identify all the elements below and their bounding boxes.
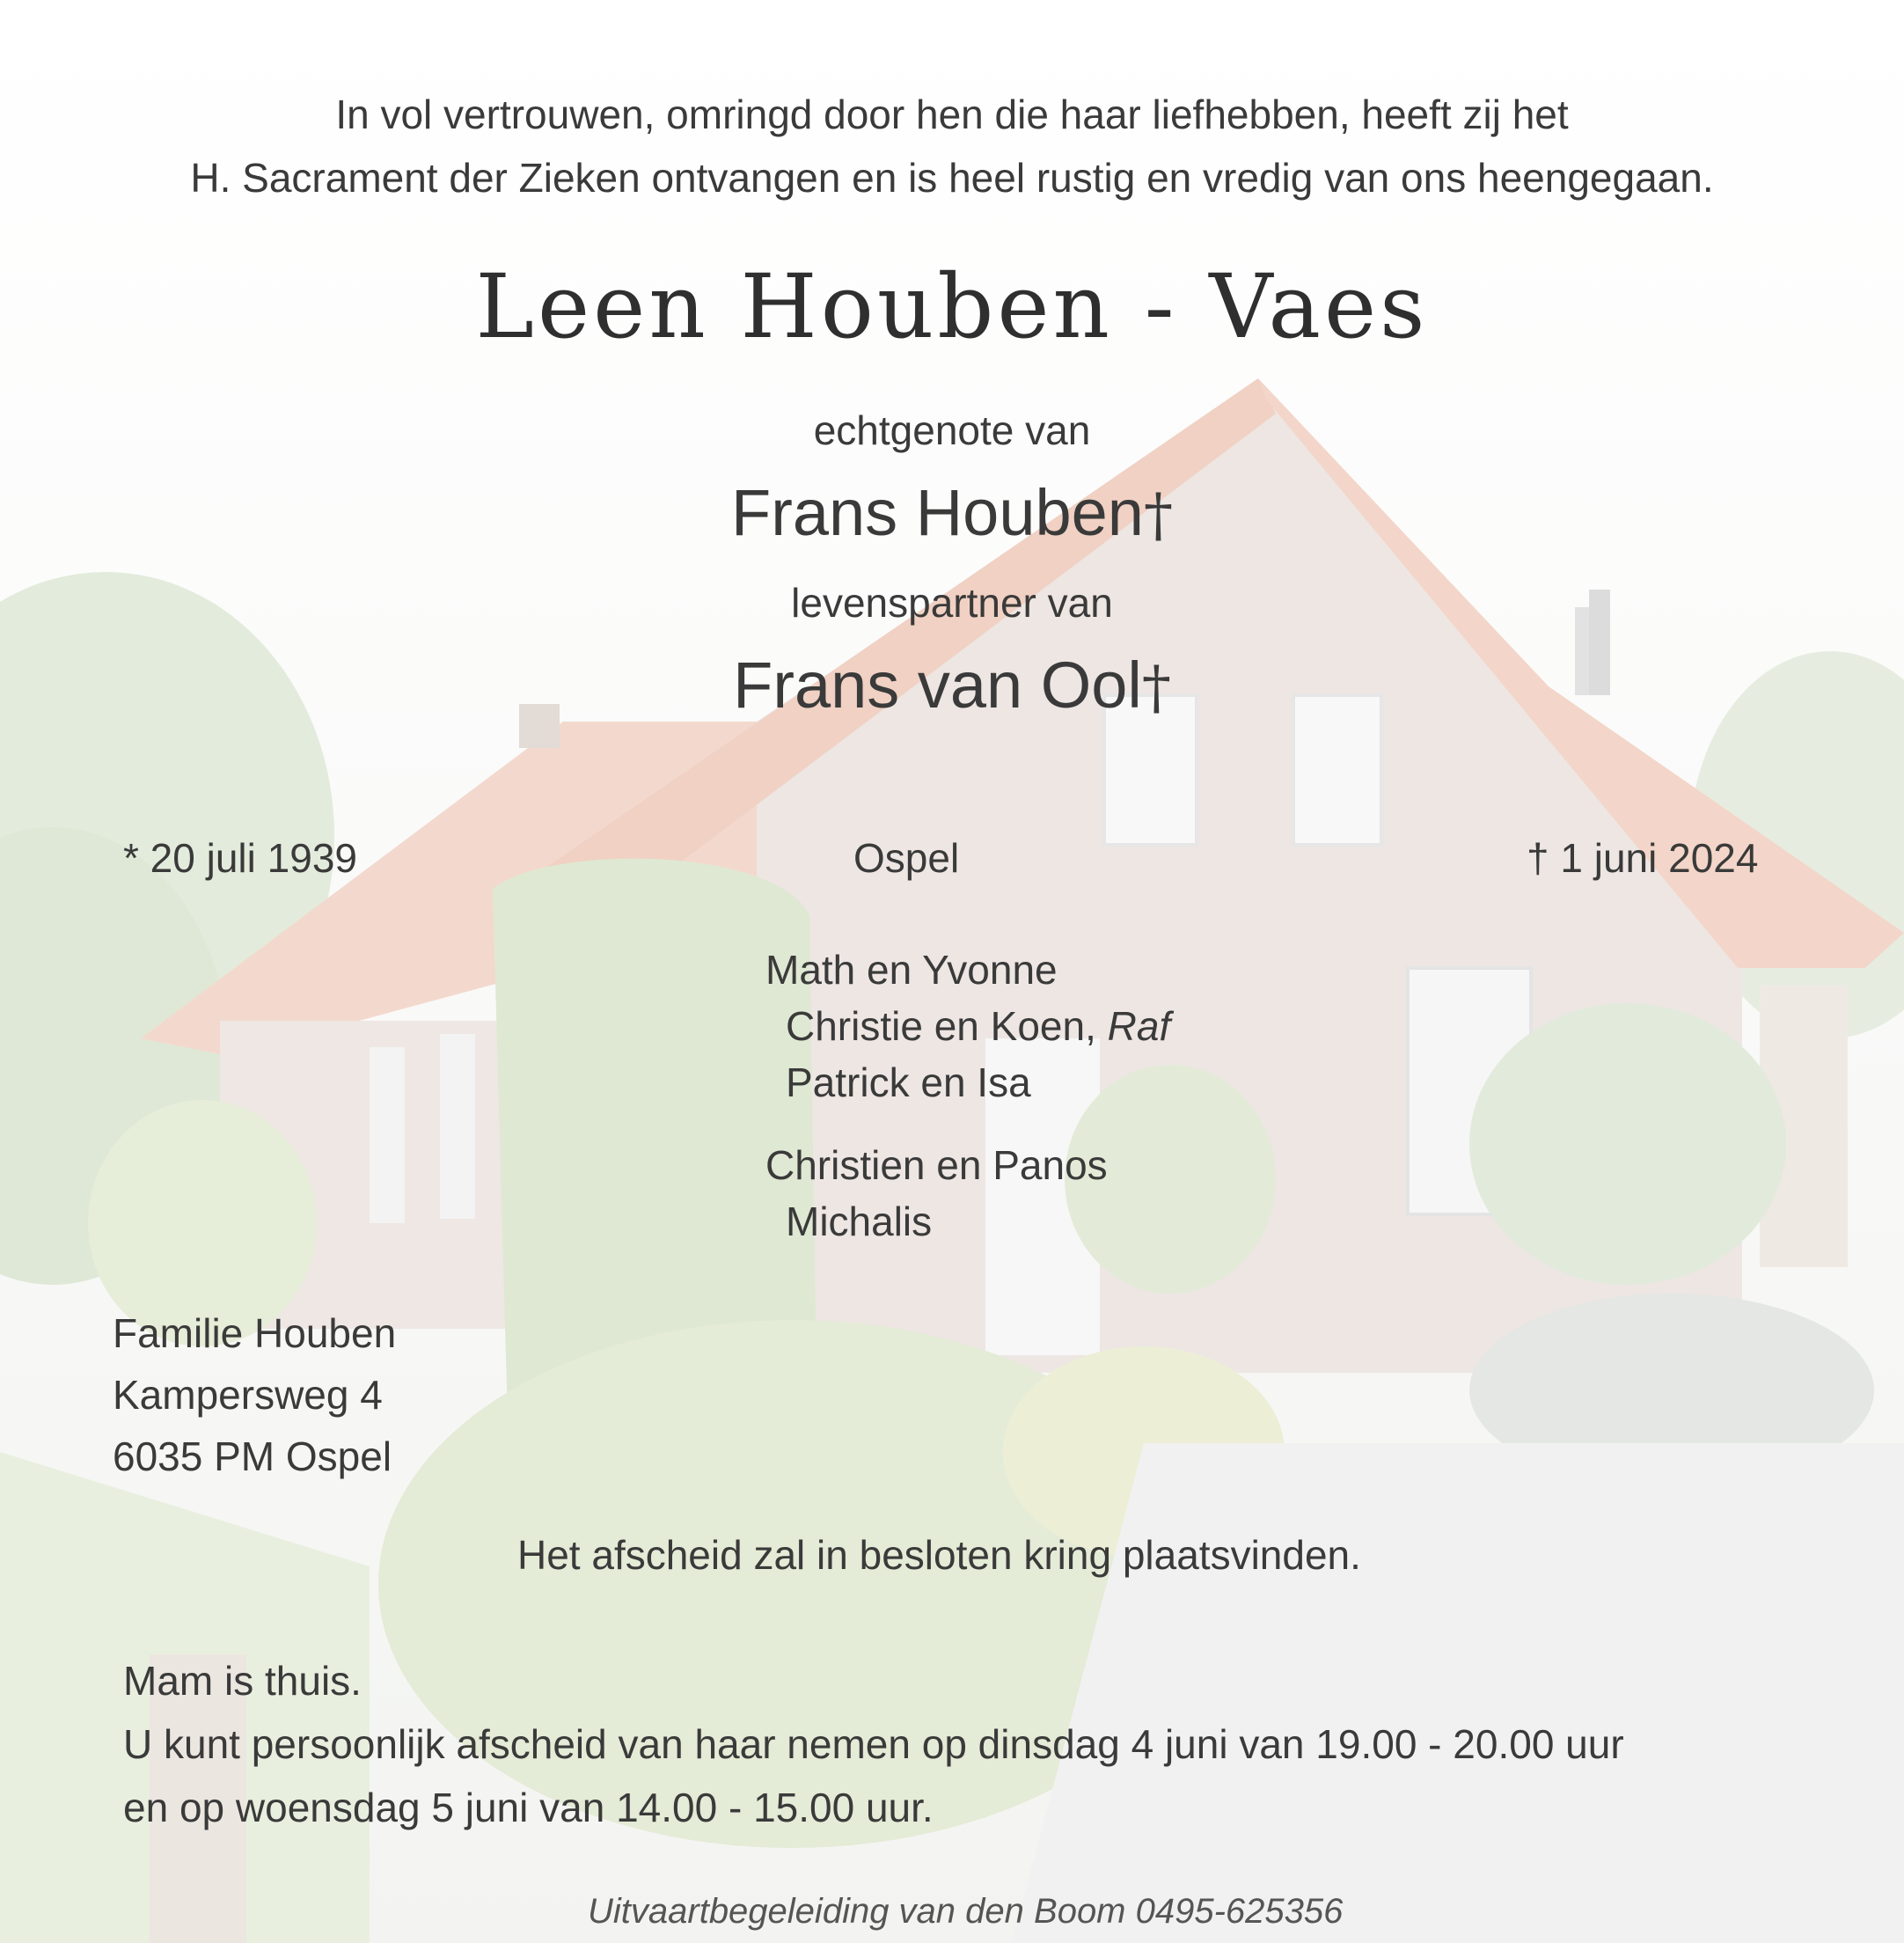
spouse-cross: †	[1143, 481, 1173, 549]
farewell-note: Het afscheid zal in besloten kring plaatsvinden.	[517, 1532, 1361, 1578]
family-group-2-child-1: Michalis	[786, 1199, 933, 1244]
address-line-1: Familie Houben	[113, 1310, 397, 1356]
family-group-2-head: Christien en Panos	[765, 1142, 1108, 1188]
family-child-names: Christie en Koen,	[786, 1003, 1108, 1049]
partner-name: Frans van Ool	[733, 649, 1142, 722]
birth-date: * 20 juli 1939	[123, 835, 357, 881]
family-group-1-head: Math en Yvonne	[765, 947, 1058, 993]
intro-line-2: H. Sacrament der Zieken ontvangen en is heel rustig en vredig van ons heengegaan.	[190, 155, 1714, 201]
family-group-1-child-1	[786, 998, 1170, 1054]
family-grandchild-name: Raf	[1107, 1003, 1171, 1049]
home-line-3: en op woensdag 5 juni van 14.00 - 15.00 uur.	[123, 1785, 934, 1830]
family-group-1-child-2: Patrick en Isa	[786, 1059, 1031, 1105]
deceased-name: Leen Houben - Vaes	[475, 255, 1429, 358]
funeral-director: Uitvaartbegeleiding van den Boom 0495-625356	[588, 1892, 1344, 1931]
partner-label: levenspartner van	[791, 580, 1113, 626]
death-date: † 1 juni 2024	[1527, 835, 1759, 881]
address-line-2: Kampersweg 4	[113, 1372, 383, 1418]
spouse-line	[0, 475, 1904, 550]
partner-cross: †	[1141, 654, 1171, 722]
address-line-3: 6035 PM Ospel	[113, 1433, 392, 1479]
home-line-1: Mam is thuis.	[123, 1658, 362, 1704]
spouse-name: Frans Houben	[731, 476, 1144, 549]
spouse-label: echtgenote van	[813, 407, 1091, 453]
partner-line	[0, 648, 1904, 722]
intro-line-1: In vol vertrouwen, omringd door hen die haar liefhebben, heeft zij het	[335, 92, 1569, 137]
home-line-2: U kunt persoonlijk afscheid van haar nemen op dinsdag 4 juni van 19.00 - 20.00 uur	[123, 1721, 1624, 1767]
place: Ospel	[853, 835, 960, 881]
